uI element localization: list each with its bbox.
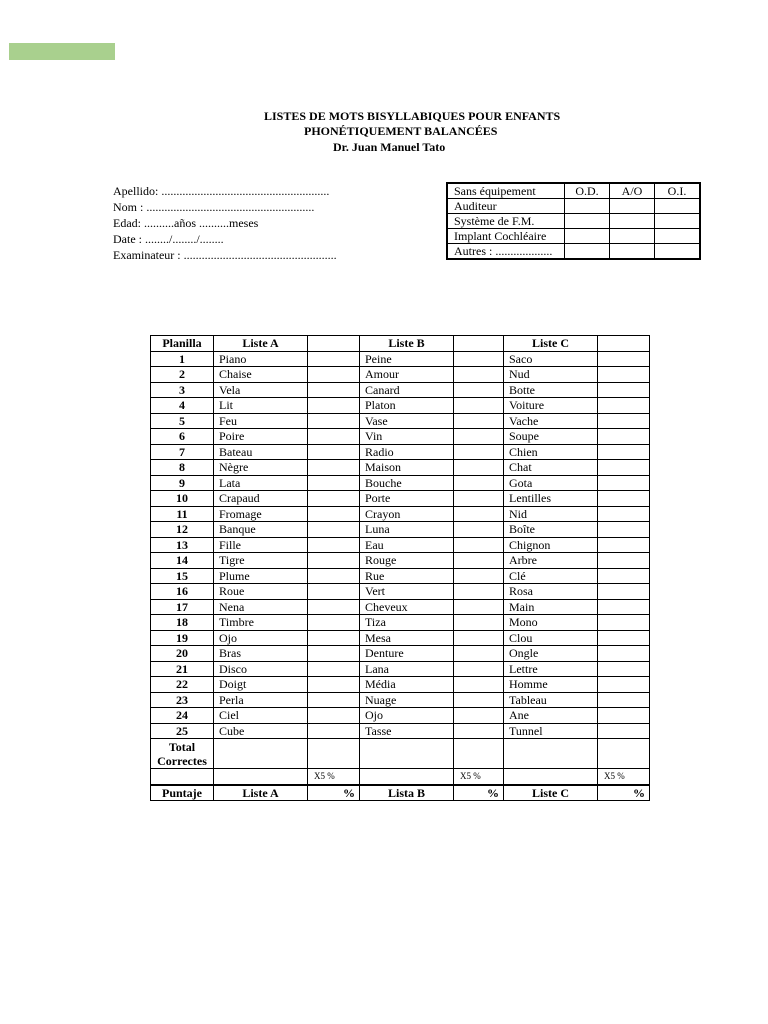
score-cell-c[interactable] (598, 491, 650, 507)
word-liste-b: Vase (360, 413, 454, 429)
word-liste-a: Ciel (214, 708, 308, 724)
word-liste-b: Cheveux (360, 599, 454, 615)
score-cell-b[interactable] (454, 661, 504, 677)
score-cell-c[interactable] (598, 460, 650, 476)
score-cell-b[interactable] (454, 506, 504, 522)
score-cell-b[interactable] (454, 677, 504, 693)
word-liste-b: Rue (360, 568, 454, 584)
score-cell-c[interactable] (598, 692, 650, 708)
row-number: 13 (151, 537, 214, 553)
liste-c-header: Liste C (504, 336, 598, 352)
row-number: 12 (151, 522, 214, 538)
puntaje-pct-a[interactable]: % (308, 785, 360, 801)
total-cell[interactable] (598, 739, 650, 769)
word-liste-b: Eau (360, 537, 454, 553)
equipment-label: Implant Cochléaire (447, 229, 565, 244)
score-cell-a[interactable] (308, 677, 360, 693)
word-liste-a: Bras (214, 646, 308, 662)
score-cell-c[interactable] (598, 413, 650, 429)
score-cell-a[interactable] (308, 413, 360, 429)
score-cell-b[interactable] (454, 537, 504, 553)
row-number: 1 (151, 351, 214, 367)
x5-cell (504, 769, 598, 785)
word-liste-b: Mesa (360, 630, 454, 646)
score-cell-c[interactable] (598, 630, 650, 646)
word-liste-a: Piano (214, 351, 308, 367)
word-liste-c: Ongle (504, 646, 598, 662)
score-cell-c[interactable] (598, 568, 650, 584)
score-cell-c[interactable] (598, 351, 650, 367)
equipment-label: Auditeur (447, 199, 565, 214)
row-number: 7 (151, 444, 214, 460)
word-liste-b: Tiza (360, 615, 454, 631)
score-cell-a[interactable] (308, 351, 360, 367)
total-cell[interactable] (214, 739, 308, 769)
equipment-cell[interactable] (655, 199, 701, 214)
score-cell-a[interactable] (308, 429, 360, 445)
score-cell-b[interactable] (454, 491, 504, 507)
word-liste-c: Lentilles (504, 491, 598, 507)
word-liste-b: Porte (360, 491, 454, 507)
equipment-cell[interactable] (655, 214, 701, 229)
score-cell-b[interactable] (454, 351, 504, 367)
score-cell-b[interactable] (454, 429, 504, 445)
oi-header: O.I. (655, 183, 701, 199)
row-number: 9 (151, 475, 214, 491)
score-cell-c[interactable] (598, 615, 650, 631)
equipment-cell[interactable] (610, 229, 655, 244)
total-cell[interactable] (504, 739, 598, 769)
puntaje-label: Puntaje (151, 785, 214, 801)
word-liste-c: Botte (504, 382, 598, 398)
word-liste-a: Plume (214, 568, 308, 584)
score-cell-a[interactable] (308, 522, 360, 538)
word-row (151, 351, 650, 367)
row-number: 2 (151, 367, 214, 383)
row-number: 14 (151, 553, 214, 569)
word-row (151, 382, 650, 398)
score-cell-a[interactable] (308, 506, 360, 522)
equipment-cell[interactable] (655, 229, 701, 244)
score-cell-a[interactable] (308, 568, 360, 584)
score-cell-c[interactable] (598, 429, 650, 445)
word-liste-a: Crapaud (214, 491, 308, 507)
word-liste-b: Nuage (360, 692, 454, 708)
score-cell-b[interactable] (454, 475, 504, 491)
word-list-table (150, 335, 650, 801)
score-cell-b[interactable] (454, 615, 504, 631)
equipment-row (447, 199, 700, 214)
word-liste-c: Nid (504, 506, 598, 522)
score-cell-b[interactable] (454, 460, 504, 476)
word-liste-c: Ane (504, 708, 598, 724)
x5-label: X5 % (598, 769, 650, 785)
word-liste-b: Vin (360, 429, 454, 445)
word-liste-b: Luna (360, 522, 454, 538)
equipment-label: Autres : ................... (447, 244, 565, 260)
word-row (151, 661, 650, 677)
word-row (151, 677, 650, 693)
equipment-cell[interactable] (610, 199, 655, 214)
word-liste-a: Fille (214, 537, 308, 553)
score-cell-b[interactable] (454, 382, 504, 398)
word-liste-c: Chien (504, 444, 598, 460)
total-label-line1: Total (168, 739, 196, 754)
word-liste-a: Roue (214, 584, 308, 600)
puntaje-pct-b[interactable]: % (454, 785, 504, 801)
score-cell-b[interactable] (454, 599, 504, 615)
puntaje-liste-a: Liste A (214, 785, 308, 801)
word-liste-b: Bouche (360, 475, 454, 491)
total-cell[interactable] (308, 739, 360, 769)
score-header-b (454, 336, 504, 352)
row-number: 10 (151, 491, 214, 507)
score-cell-a[interactable] (308, 367, 360, 383)
score-cell-c[interactable] (598, 677, 650, 693)
word-liste-c: Voiture (504, 398, 598, 414)
row-number: 5 (151, 413, 214, 429)
total-cell[interactable] (360, 739, 454, 769)
word-liste-b: Denture (360, 646, 454, 662)
score-cell-b[interactable] (454, 553, 504, 569)
word-liste-a: Poire (214, 429, 308, 445)
row-number: 19 (151, 630, 214, 646)
score-cell-b[interactable] (454, 692, 504, 708)
x5-cell (360, 769, 454, 785)
liste-a-header: Liste A (214, 336, 308, 352)
score-cell-a[interactable] (308, 444, 360, 460)
word-liste-c: Clou (504, 630, 598, 646)
score-cell-b[interactable] (454, 630, 504, 646)
puntaje-liste-c: Liste C (504, 785, 598, 801)
word-liste-c: Chat (504, 460, 598, 476)
word-liste-a: Nena (214, 599, 308, 615)
score-cell-b[interactable] (454, 646, 504, 662)
row-number: 11 (151, 506, 214, 522)
patient-info (113, 183, 337, 263)
score-cell-c[interactable] (598, 708, 650, 724)
total-row (151, 739, 650, 769)
word-table-header-row (151, 336, 650, 352)
score-cell-c[interactable] (598, 444, 650, 460)
row-number: 4 (151, 398, 214, 414)
word-liste-c: Boîte (504, 522, 598, 538)
nom-field[interactable]: Nom : ........................................................ (113, 200, 315, 214)
x5-cell (214, 769, 308, 785)
score-cell-c[interactable] (598, 723, 650, 739)
word-liste-c: Rosa (504, 584, 598, 600)
equipment-cell[interactable] (565, 214, 610, 229)
score-cell-b[interactable] (454, 444, 504, 460)
word-liste-c: Soupe (504, 429, 598, 445)
equipment-table (446, 182, 701, 260)
document-author: Dr. Juan Manuel Tato (333, 140, 446, 154)
score-cell-b[interactable] (454, 413, 504, 429)
word-row (151, 553, 650, 569)
score-cell-b[interactable] (454, 522, 504, 538)
equipment-row (447, 214, 700, 229)
score-cell-a[interactable] (308, 723, 360, 739)
equipment-cell[interactable] (610, 244, 655, 260)
score-cell-c[interactable] (598, 475, 650, 491)
score-cell-c[interactable] (598, 584, 650, 600)
word-row (151, 429, 650, 445)
word-liste-c: Tunnel (504, 723, 598, 739)
word-liste-b: Maison (360, 460, 454, 476)
word-row (151, 568, 650, 584)
score-cell-a[interactable] (308, 615, 360, 631)
equipment-cell[interactable] (565, 244, 610, 260)
score-cell-a[interactable] (308, 491, 360, 507)
word-liste-c: Tableau (504, 692, 598, 708)
score-header-a (308, 336, 360, 352)
row-number: 6 (151, 429, 214, 445)
score-cell-a[interactable] (308, 398, 360, 414)
score-cell-b[interactable] (454, 584, 504, 600)
word-row (151, 646, 650, 662)
score-cell-b[interactable] (454, 723, 504, 739)
word-liste-a: Fromage (214, 506, 308, 522)
word-liste-c: Main (504, 599, 598, 615)
score-cell-a[interactable] (308, 646, 360, 662)
word-row (151, 398, 650, 414)
word-liste-b: Platon (360, 398, 454, 414)
word-liste-b: Radio (360, 444, 454, 460)
word-liste-a: Lata (214, 475, 308, 491)
word-liste-b: Vert (360, 584, 454, 600)
puntaje-pct-c[interactable]: % (598, 785, 650, 801)
x5-cell (151, 769, 214, 785)
word-liste-c: Gota (504, 475, 598, 491)
row-number: 23 (151, 692, 214, 708)
total-cell[interactable] (454, 739, 504, 769)
word-row (151, 413, 650, 429)
row-number: 8 (151, 460, 214, 476)
edad-field[interactable]: Edad: ..........años ..........meses (113, 216, 259, 230)
word-row (151, 630, 650, 646)
apellido-field[interactable]: Apellido: ........................................................ (113, 184, 330, 198)
word-row (151, 475, 650, 491)
row-number: 25 (151, 723, 214, 739)
row-number: 3 (151, 382, 214, 398)
row-number: 20 (151, 646, 214, 662)
word-liste-c: Lettre (504, 661, 598, 677)
score-cell-c[interactable] (598, 522, 650, 538)
puntaje-row (151, 785, 650, 801)
word-rows (151, 351, 650, 739)
score-cell-c[interactable] (598, 537, 650, 553)
x5-label: X5 % (454, 769, 504, 785)
score-cell-b[interactable] (454, 708, 504, 724)
word-liste-a: Banque (214, 522, 308, 538)
word-liste-a: Perla (214, 692, 308, 708)
equipment-row (447, 244, 700, 260)
word-row (151, 615, 650, 631)
word-row (151, 599, 650, 615)
word-liste-c: Homme (504, 677, 598, 693)
score-cell-a[interactable] (308, 537, 360, 553)
word-liste-a: Cube (214, 723, 308, 739)
score-cell-c[interactable] (598, 506, 650, 522)
word-liste-a: Tigre (214, 553, 308, 569)
word-liste-a: Lit (214, 398, 308, 414)
equipment-cell[interactable] (565, 199, 610, 214)
x5-label: X5 % (308, 769, 360, 785)
word-liste-c: Clé (504, 568, 598, 584)
word-liste-b: Lana (360, 661, 454, 677)
equipment-cell[interactable] (610, 214, 655, 229)
word-liste-a: Vela (214, 382, 308, 398)
score-header-c (598, 336, 650, 352)
word-row (151, 522, 650, 538)
word-liste-c: Chignon (504, 537, 598, 553)
total-label (151, 739, 214, 769)
word-liste-b: Crayon (360, 506, 454, 522)
examinateur-field[interactable]: Examinateur : ................................................... (113, 248, 337, 262)
word-liste-b: Ojo (360, 708, 454, 724)
score-cell-a[interactable] (308, 553, 360, 569)
word-liste-b: Canard (360, 382, 454, 398)
word-liste-c: Nud (504, 367, 598, 383)
score-cell-a[interactable] (308, 382, 360, 398)
score-cell-a[interactable] (308, 599, 360, 615)
x5-row (151, 769, 650, 785)
puntaje-lista-b: Lista B (360, 785, 454, 801)
row-number: 18 (151, 615, 214, 631)
header-color-bar (9, 43, 115, 60)
word-row (151, 692, 650, 708)
score-cell-a[interactable] (308, 692, 360, 708)
equipment-row (447, 229, 700, 244)
word-liste-c: Arbre (504, 553, 598, 569)
score-cell-a[interactable] (308, 661, 360, 677)
score-cell-b[interactable] (454, 398, 504, 414)
word-liste-a: Timbre (214, 615, 308, 631)
date-field[interactable]: Date : ......../......../........ (113, 232, 224, 246)
row-number: 17 (151, 599, 214, 615)
score-cell-c[interactable] (598, 646, 650, 662)
total-label-line2: Correctes (157, 753, 207, 768)
score-cell-c[interactable] (598, 398, 650, 414)
word-liste-c: Vache (504, 413, 598, 429)
word-liste-b: Tasse (360, 723, 454, 739)
score-cell-c[interactable] (598, 367, 650, 383)
equipment-header-label: Sans équipement (447, 183, 565, 199)
score-cell-c[interactable] (598, 599, 650, 615)
word-row (151, 708, 650, 724)
equipment-cell[interactable] (655, 244, 701, 260)
score-cell-b[interactable] (454, 568, 504, 584)
word-liste-b: Média (360, 677, 454, 693)
word-liste-c: Saco (504, 351, 598, 367)
word-row (151, 367, 650, 383)
score-cell-a[interactable] (308, 475, 360, 491)
word-liste-a: Bateau (214, 444, 308, 460)
equipment-label: Système de F.M. (447, 214, 565, 229)
row-number: 16 (151, 584, 214, 600)
score-cell-c[interactable] (598, 382, 650, 398)
word-liste-a: Nègre (214, 460, 308, 476)
equipment-header-row (447, 183, 700, 199)
word-row (151, 460, 650, 476)
word-liste-a: Disco (214, 661, 308, 677)
word-liste-c: Mono (504, 615, 598, 631)
score-cell-c[interactable] (598, 553, 650, 569)
word-row (151, 491, 650, 507)
planilla-header: Planilla (151, 336, 214, 352)
liste-b-header: Liste B (360, 336, 454, 352)
equipment-cell[interactable] (565, 229, 610, 244)
row-number: 21 (151, 661, 214, 677)
word-liste-b: Rouge (360, 553, 454, 569)
word-row (151, 584, 650, 600)
row-number: 22 (151, 677, 214, 693)
document-title-line2: PHONÉTIQUEMENT BALANCÉES (304, 124, 498, 138)
document-title-line1: LISTES DE MOTS BISYLLABIQUES POUR ENFANTS (264, 109, 561, 123)
score-cell-a[interactable] (308, 460, 360, 476)
ao-header: A/O (610, 183, 655, 199)
score-cell-b[interactable] (454, 367, 504, 383)
score-cell-c[interactable] (598, 661, 650, 677)
word-liste-a: Doigt (214, 677, 308, 693)
word-row (151, 723, 650, 739)
score-cell-a[interactable] (308, 584, 360, 600)
row-number: 15 (151, 568, 214, 584)
word-liste-a: Feu (214, 413, 308, 429)
word-liste-a: Ojo (214, 630, 308, 646)
word-row (151, 444, 650, 460)
score-cell-a[interactable] (308, 630, 360, 646)
score-cell-a[interactable] (308, 708, 360, 724)
word-liste-b: Amour (360, 367, 454, 383)
od-header: O.D. (565, 183, 610, 199)
word-liste-a: Chaise (214, 367, 308, 383)
word-liste-b: Peine (360, 351, 454, 367)
word-row (151, 537, 650, 553)
word-row (151, 506, 650, 522)
row-number: 24 (151, 708, 214, 724)
